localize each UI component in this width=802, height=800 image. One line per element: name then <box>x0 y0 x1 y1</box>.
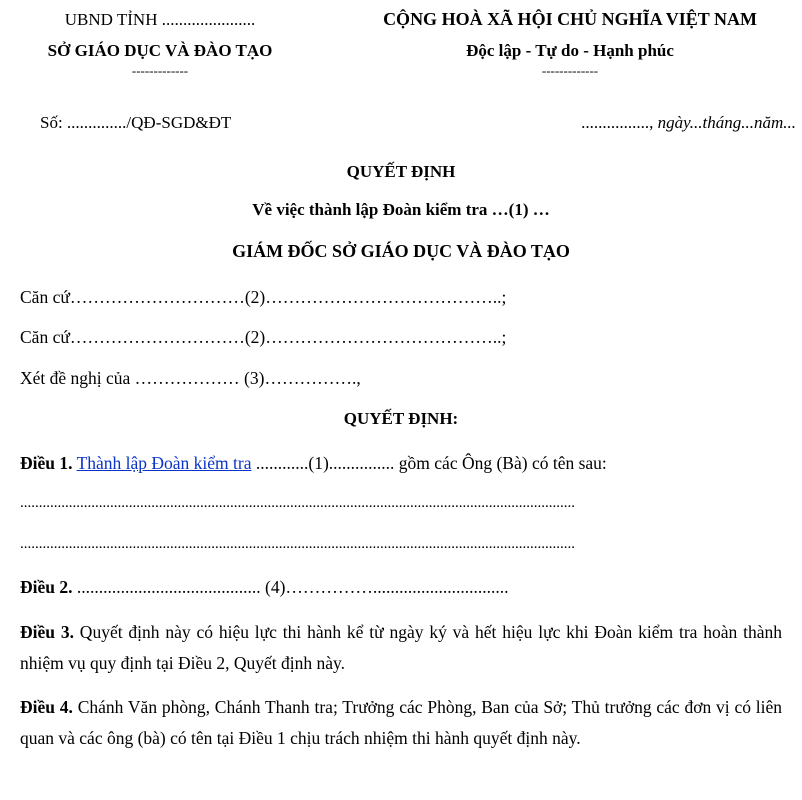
national-title: CỘNG HOÀ XÃ HỘI CHỦ NGHĨA VIỆT NAM <box>383 9 757 29</box>
article-3-label: Điều 3. <box>20 622 74 642</box>
decision-heading: QUYẾT ĐỊNH: <box>343 409 459 428</box>
article-3-text: Quyết định này có hiệu lực thi hành kể từ ngày ký và hết hiệu lực khi Đoàn kiểm tra hoàn thành nhiệm vụ quy định tại Điều 2, Quyết định này. <box>20 622 782 673</box>
article-1-text: ............(1)............... gồm các Ông (Bà) có tên sau: <box>251 453 607 473</box>
article-4-label: Điều 4. <box>20 697 73 717</box>
left-separator: ------------- <box>131 63 189 78</box>
department-name: SỞ GIÁO DỤC VÀ ĐÀO TẠO <box>47 41 273 60</box>
basis-line-1: Căn cứ…………………………(2)…………………………………..; <box>20 287 507 307</box>
proposal-line: Xét đề nghị của ……………… (3)……………., <box>20 368 361 388</box>
province-line: UBND TỈNH ...................... <box>64 10 256 29</box>
document-number: Số: ............../QĐ-SGD&ĐT <box>40 113 232 132</box>
article-4 <box>20 692 782 754</box>
date-place: ................, <box>581 113 654 132</box>
document-subtitle: Về việc thành lập Đoàn kiểm tra …(1) … <box>252 200 550 219</box>
article-3 <box>20 617 782 679</box>
date-text: ngày...tháng...năm... <box>653 113 796 132</box>
article-2 <box>20 577 509 598</box>
basis-line-2: Căn cứ…………………………(2)…………………………………..; <box>20 327 507 347</box>
date-line <box>581 113 796 133</box>
dotted-line-2: .................................................................................................................................................... <box>20 536 575 552</box>
document-title: QUYẾT ĐỊNH <box>346 162 456 181</box>
dotted-line-1: .................................................................................................................................................... <box>20 495 575 511</box>
article-2-label: Điều 2. <box>20 577 73 597</box>
article-1-label: Điều 1. <box>20 453 73 473</box>
article-4-text: Chánh Văn phòng, Chánh Thanh tra; Trưởng các Phòng, Ban của Sở; Thủ trưởng các đơn vị có liên quan và các ông (bà) có tên tại Điều 1 chịu trách nhiệm thi hành quyết định này. <box>20 697 783 748</box>
authority-title: GIÁM ĐỐC SỞ GIÁO DỤC VÀ ĐÀO TẠO <box>232 241 570 261</box>
national-motto: Độc lập - Tự do - Hạnh phúc <box>466 41 674 60</box>
article-1 <box>20 453 607 474</box>
right-separator: ------------- <box>541 63 599 78</box>
establish-team-link[interactable]: Thành lập Đoàn kiểm tra <box>76 453 252 473</box>
article-2-text: .......................................... (4)……………............................... <box>72 577 509 597</box>
